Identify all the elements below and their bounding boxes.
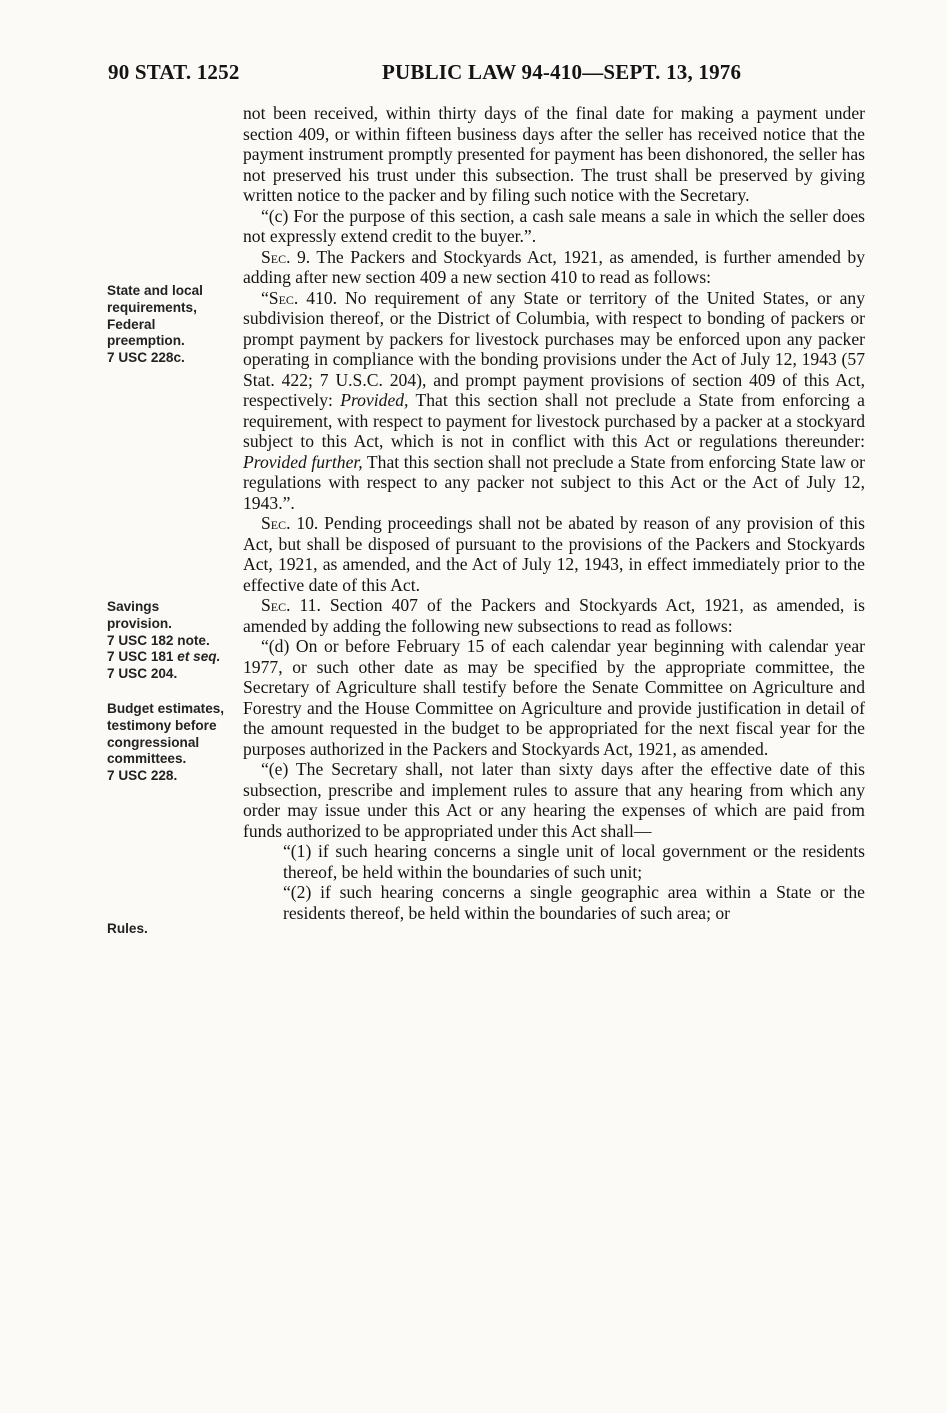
paragraph-clause-1: “(1) if such hearing concerns a single unit of local government or the residents thereof, be held within the boundaries of such unit; (283, 841, 865, 882)
statute-page-number: 90 STAT. 1252 (108, 60, 240, 84)
paragraph-subsection-e: “(e) The Secretary shall, not later than sixty days after the effective date of this subsection, prescribe and implement rules to assure that any hearing from which any order may issue under this Act or any hearing the expenses of which are paid from funds authorized to be appropriated under this Act shall— (243, 759, 865, 841)
margin-note-state-local: State and local requirements, Federal preemption. 7 USC 228c. (107, 283, 203, 366)
margin-note-savings: Savings provision. 7 USC 182 note. 7 USC 181 et seq. 7 USC 204. (107, 599, 221, 682)
paragraph-cash-sale: “(c) For the purpose of this section, a cash sale means a sale in which the seller does not expressly extend credit to the buyer.”. (243, 205, 865, 246)
paragraph-sec-9: Sec. 9. The Packers and Stockyards Act, 1921, as amended, is further amended by adding after new section 409 a new section 410 to read as follows: (243, 246, 865, 287)
paragraph-clause-2: “(2) if such hearing concerns a single geographic area within a State or the residents thereof, be held within the boundaries of such area; or (283, 882, 865, 923)
paragraph-sec-410: “Sec. 410. No requirement of any State or territory of the United States, or any subdivision thereof, or the District of Columbia, with respect to bonding of packers or prompt payment by packers for livestock purchases may be enforced upon any packer operating in compliance with the bonding provisions under the Act of July 12, 1943 (57 Stat. 422; 7 U.S.C. 204), and prompt payment provisions of section 409 of this Act, respectively: Provided, That this section shall not preclude a State from enforcing a requirement, with respect to payment for livestock purchased by a packer at a stockyard subject to this Act, which is not in conflict with this Act or regulations thereunder: Provided further, That this section shall not preclude a State from enforcing State law or regulations with respect to any packer not subject to this Act or the Act of July 12, 1943.”. (243, 287, 866, 513)
paragraph-sec-10: Sec. 10. Pending proceedings shall not be abated by reason of any provision of this Act, but shall be disposed of pursuant to the provisions of the Packers and Stockyards Act, 1921, as amended, and the Act of July 12, 1943, in effect immediately prior to the effective date of this Act. (243, 513, 865, 595)
paragraph-sec-11: Sec. 11. Section 407 of the Packers and Stockyards Act, 1921, as amended, is amended by adding the following new subsections to read as follows: (243, 595, 865, 636)
paragraph-subsection-d: “(d) On or before February 15 of each calendar year beginning with calendar year 1977, or such other date as may be specified by the appropriate committee, the Secretary of Agriculture shall testify before the Senate Committee on Agriculture and Forestry and the House Committee on Agriculture and provide justification in detail of the amount requested in the budget to be appropriated for the next fiscal year for the purposes authorized in the Packers and Stockyards Act, 1921, as amended. (243, 636, 865, 759)
running-title: PUBLIC LAW 94-410—SEPT. 13, 1976 (382, 60, 742, 84)
margin-note-rules: Rules. (107, 921, 148, 936)
statute-text (243, 103, 865, 923)
margin-note-budget: Budget estimates, testimony before congressional committees. 7 USC 228. (107, 701, 225, 784)
paragraph-trust-preservation: not been received, within thirty days of the final date for making a payment under section 409, or within fifteen business days after the seller has received notice that the payment instrument promptly presented for payment has been dishonored, the seller has not preserved his trust under this subsection. The trust shall be preserved by giving written notice to the packer and by filing such notice with the Secretary. (243, 103, 865, 205)
page-header (0, 60, 947, 90)
